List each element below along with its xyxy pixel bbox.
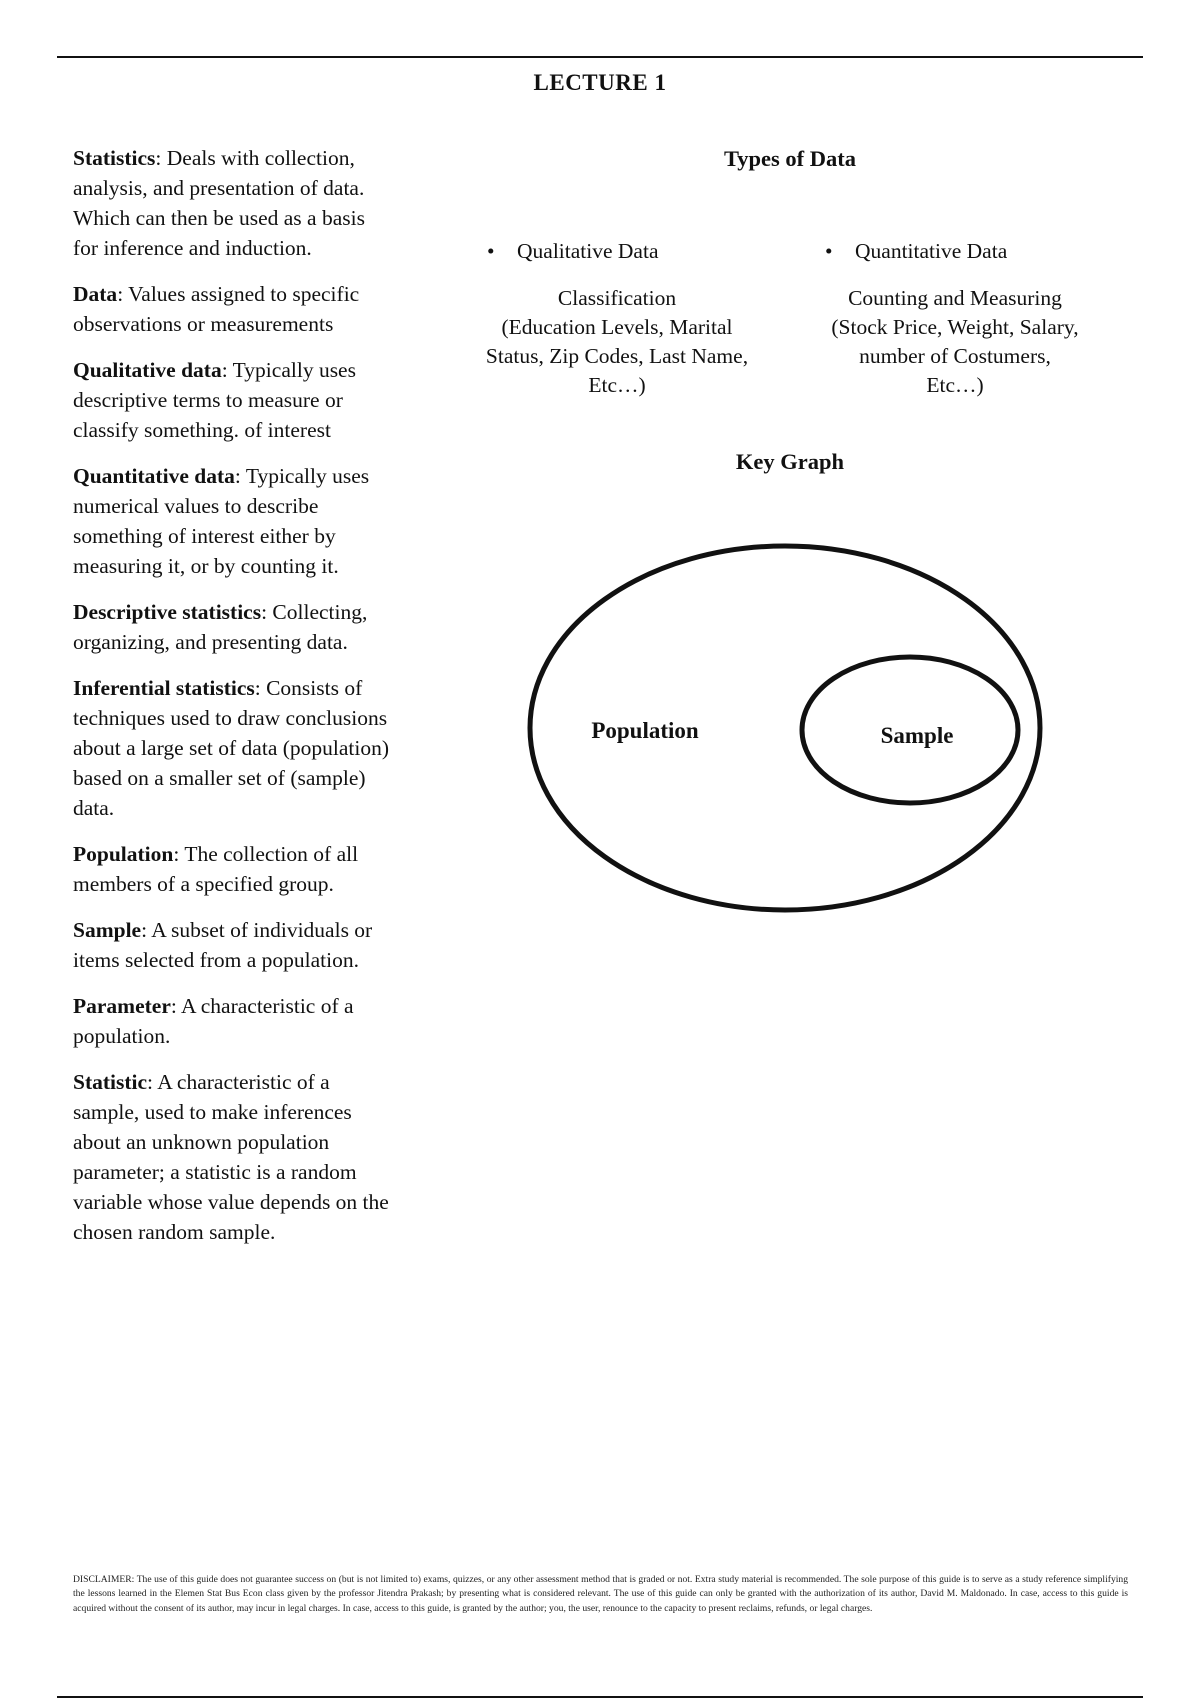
definition-text: : Collecting, organizing, and presenting data.	[73, 600, 368, 654]
definition-text: : Values assigned to specific observations or measurements	[73, 282, 360, 336]
quantitative-line: number of Costumers,	[859, 344, 1051, 368]
bottom-rule	[57, 1696, 1143, 1698]
qualitative-line: Etc…)	[588, 373, 646, 397]
definition-term: Data	[73, 282, 118, 306]
definition-statistic	[73, 1067, 393, 1247]
definition-statistics	[73, 143, 393, 263]
definition-term: Population	[73, 842, 174, 866]
quantitative-data-label-text: Quantitative Data	[855, 239, 1008, 263]
definition-text: : The collection of all members of a specified group.	[73, 842, 359, 896]
definition-inferential-statistics	[73, 673, 393, 823]
definition-term: Qualitative data	[73, 358, 222, 382]
bullet-icon: •	[487, 239, 495, 263]
quantitative-data-label	[785, 237, 1125, 266]
quantitative-line: (Stock Price, Weight, Salary,	[831, 315, 1079, 339]
definition-term: Parameter	[73, 994, 171, 1018]
definition-text: : Consists of techniques used to draw conclusions about a large set of data (population) based on a smaller set of (sample) data.	[73, 676, 390, 820]
qualitative-line: Status, Zip Codes, Last Name,	[485, 344, 749, 368]
definition-text: : Typically uses descriptive terms to measure or classify something. of interest	[73, 358, 356, 442]
key-graph-heading: Key Graph	[735, 449, 845, 474]
definition-term: Quantitative data	[73, 464, 235, 488]
page-title: LECTURE 1	[533, 70, 667, 95]
disclaimer: DISCLAIMER: The use of this guide does not guarantee success on (but is not limited to) exams, quizzes, or any other assessment method that is graded or not. Extra study material is recommended. The sole purpose of this guide is to serve as a study reference simplifying the lessons learned in the Elemen Stat Bus Econ class given by the professor Jitendra Prakash; by presenting what is considered relevant. The use of this guide can only be granted with the authorization of its author, David M. Maldonado. In case, access to this guide is acquired without the consent of its author, may incur in legal charges. In case, access to this guide, is granted by the author; you, the user, renounce to the capacity to present reclaims, refunds, or legal charges.	[73, 1574, 1128, 1614]
definition-text: : Deals with collection, analysis, and presentation of data. Which can then be used as a basis for inference and induction.	[73, 146, 365, 260]
definition-text: : A characteristic of a sample, used to make inferences about an unknown population parameter; a statistic is a random variable whose value depends on the chosen random sample.	[73, 1070, 389, 1244]
definition-text: : Typically uses numerical values to describe something of interest either by measuring it, or by counting it.	[73, 464, 370, 578]
qualitative-data-label	[447, 237, 787, 266]
definition-quantitative-data	[73, 461, 393, 581]
qualitative-line: Classification	[557, 286, 677, 310]
quantitative-line: Etc…)	[926, 373, 984, 397]
qualitative-data-label-text: Qualitative Data	[517, 239, 659, 263]
definition-descriptive-statistics	[73, 597, 393, 657]
types-of-data-heading: Types of Data	[723, 146, 857, 171]
definition-text: : A subset of individuals or items selected from a population.	[73, 918, 373, 972]
top-rule	[57, 56, 1143, 58]
qualitative-data-column	[447, 237, 787, 400]
definition-term: Statistic	[73, 1070, 148, 1094]
qualitative-line: (Education Levels, Marital	[501, 315, 733, 339]
definitions-list	[73, 143, 393, 1263]
definition-term: Inferential statistics	[73, 676, 255, 700]
quantitative-line: Counting and Measuring	[848, 286, 1062, 310]
definition-population	[73, 839, 393, 899]
definition-term: Statistics	[73, 146, 156, 170]
bullet-icon: •	[825, 239, 833, 263]
quantitative-data-column	[785, 237, 1125, 400]
definition-sample	[73, 915, 393, 975]
definition-term: Descriptive statistics	[73, 600, 262, 624]
definition-parameter	[73, 991, 393, 1051]
sample-label: Sample	[880, 723, 954, 748]
definition-qualitative-data	[73, 355, 393, 445]
population-label: Population	[591, 718, 699, 743]
definition-text: : A characteristic of a population.	[73, 994, 354, 1048]
definition-term: Sample	[73, 918, 142, 942]
definition-data	[73, 279, 393, 339]
population-sample-diagram	[520, 540, 1060, 930]
